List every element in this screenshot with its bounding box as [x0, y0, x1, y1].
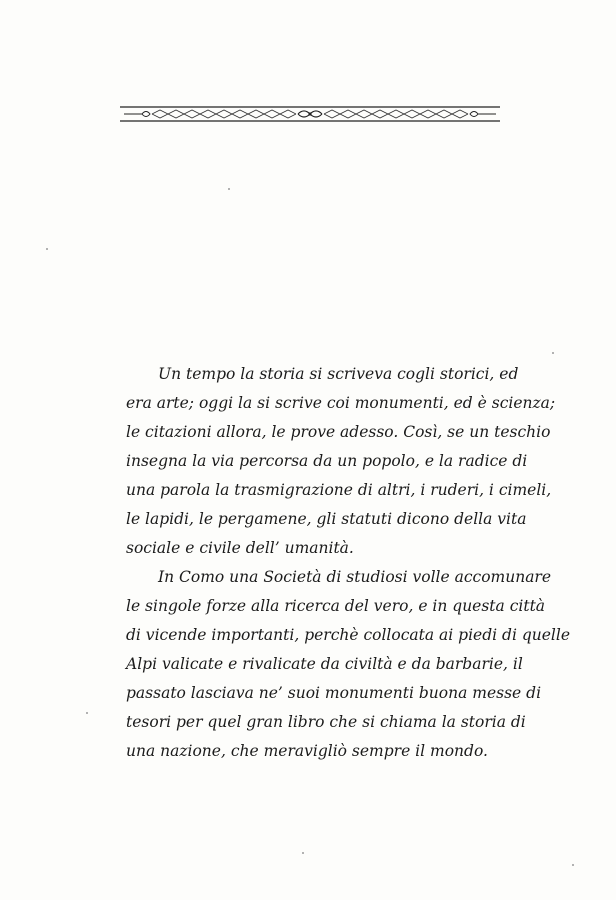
text-line: passato lasciava ne’ suoi monumenti buona messe di	[126, 684, 542, 702]
paper-speck	[228, 188, 230, 190]
text-line: le singole forze alla ricerca del vero, e in questa città	[126, 597, 546, 615]
text-line: le lapidi, le pergamene, gli statuti dicono della vita	[126, 510, 527, 528]
text-line: di vicende importanti, perchè collocata ai piedi di quelle	[126, 626, 570, 644]
paper-speck	[302, 852, 304, 854]
text-line: una nazione, che meravigliò sempre il mondo.	[126, 742, 488, 760]
paper-speck	[572, 864, 574, 866]
paragraph-2	[126, 563, 570, 766]
paper-speck	[552, 352, 554, 354]
body-text	[126, 360, 570, 766]
text-line: le citazioni allora, le prove adesso. Così, se un teschio	[126, 423, 551, 441]
text-line: era arte; oggi la si scrive coi monumenti, ed è scienza;	[126, 394, 556, 412]
text-line: sociale e civile dell’ umanità.	[126, 539, 354, 557]
text-line: tesori per quel gran libro che si chiama la storia di	[126, 713, 526, 731]
paragraph-1	[126, 360, 556, 563]
text-line: una parola la trasmigrazione di altri, i ruderi, i cimeli,	[126, 481, 552, 499]
text-line: insegna la via percorsa da un popolo, e la radice di	[126, 452, 528, 470]
text-line: Un tempo la storia si scriveva cogli storici, ed	[158, 365, 519, 383]
text-line: In Como una Società di studiosi volle accomunare	[158, 568, 552, 586]
ornamental-header-rule	[120, 104, 500, 124]
paper-speck	[86, 712, 88, 714]
paper-speck	[46, 248, 48, 250]
text-line: Alpi valicate e rivalicate da civiltà e da barbarie, il	[126, 655, 523, 673]
